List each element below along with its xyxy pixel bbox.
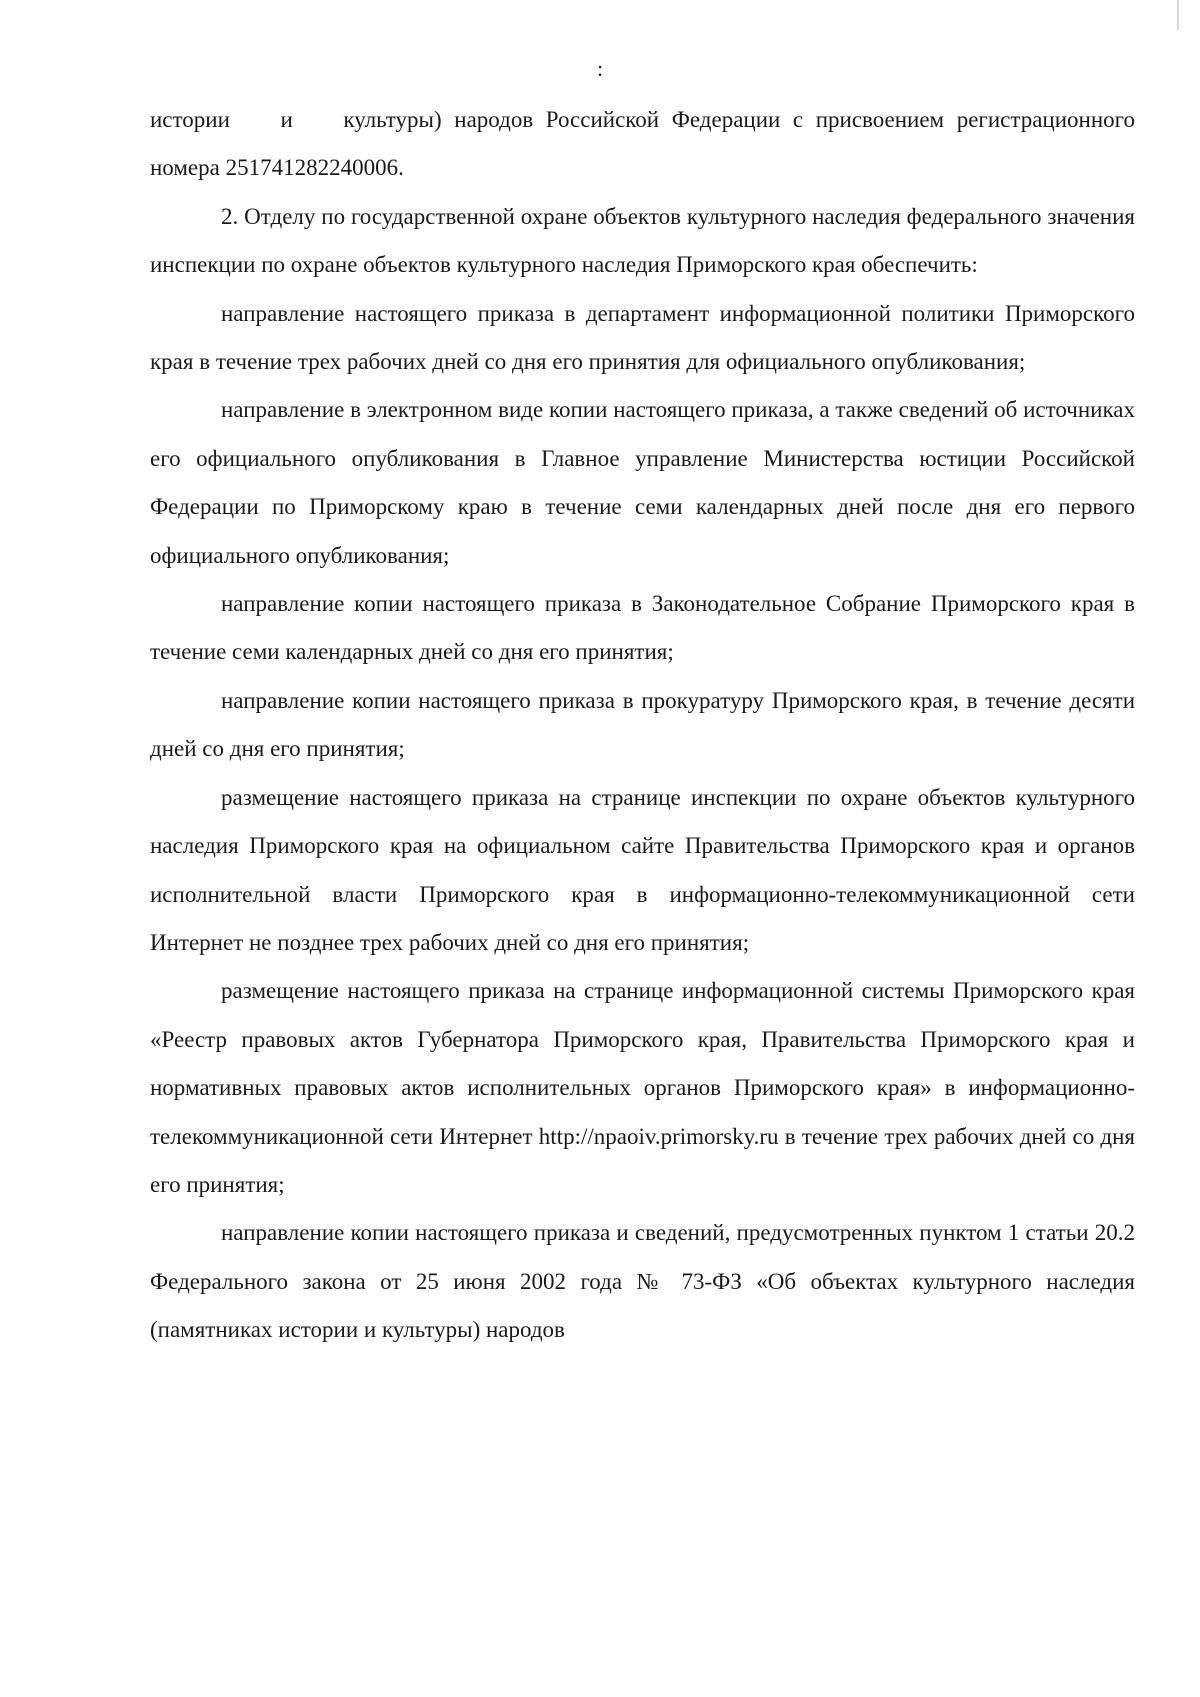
paragraph-prosecutor: направление копии настоящего приказа в прокуратуру Приморского края, в течение десяти дней со дня его принятия; <box>150 687 1135 762</box>
scan-edge-line <box>1177 0 1179 30</box>
paragraph-continuation-rest: народов Российской Федерации с присвоением регистрационного номера 251741282240006. <box>150 107 1135 181</box>
paragraph-justice-ministry: направление в электронном виде копии настоящего приказа, а также сведений об источниках его официального опубликования в Главное управление Министерства юстиции Российской Федерации по Приморскому краю в течение семи календарных дней после дня его первого официального опубликования; <box>150 397 1135 568</box>
paragraph-legislative-assembly: направление копии настоящего приказа в Законодательное Собрание Приморского края в течение семи календарных дней со дня его принятия; <box>150 591 1135 665</box>
paragraph-legal-acts-registry: размещение настоящего приказа на странице информационной системы Приморского края «Реестр правовых актов Губернатора Приморского края, Правительства Приморского края и нормативных правовых актов исполнительных органов Приморского края» в информационно-телекоммуникационной сети Интернет http://npaoiv.primorsky.ru в течение трех рабочих дней со дня его принятия; <box>150 978 1135 1197</box>
paragraph-continuation-lead: истории и культуры) <box>150 107 442 132</box>
paragraph-item-2: 2. Отделу по государственной охране объектов культурного наследия федерального значения инспекции по охране объектов культурного наследия Приморского края обеспечить: <box>150 203 1135 278</box>
paragraph-publication-department: направление настоящего приказа в департамент информационной политики Приморского края в течение трех рабочих дней со дня его принятия для официального опубликования; <box>150 300 1135 375</box>
document-body <box>150 96 1135 1355</box>
page-number: : <box>596 56 604 81</box>
paragraph-inspection-website: размещение настоящего приказа на странице инспекции по охране объектов культурного наследия Приморского края на официальном сайте Правительства Приморского края и органов исполнительной власти Приморского края в информационно-телекоммуникационной сети Интернет не позднее трех рабочих дней со дня его принятия; <box>150 784 1135 955</box>
paragraph-continuation <box>150 96 1135 193</box>
paragraph-federal-law-copy: направление копии настоящего приказа и сведений, предусмотренных пунктом 1 статьи 20.2 Федерального закона от 25 июня 2002 года № 73-ФЗ «Об объектах культурного наследия (памятниках истории и культуры) народов <box>150 1220 1135 1343</box>
